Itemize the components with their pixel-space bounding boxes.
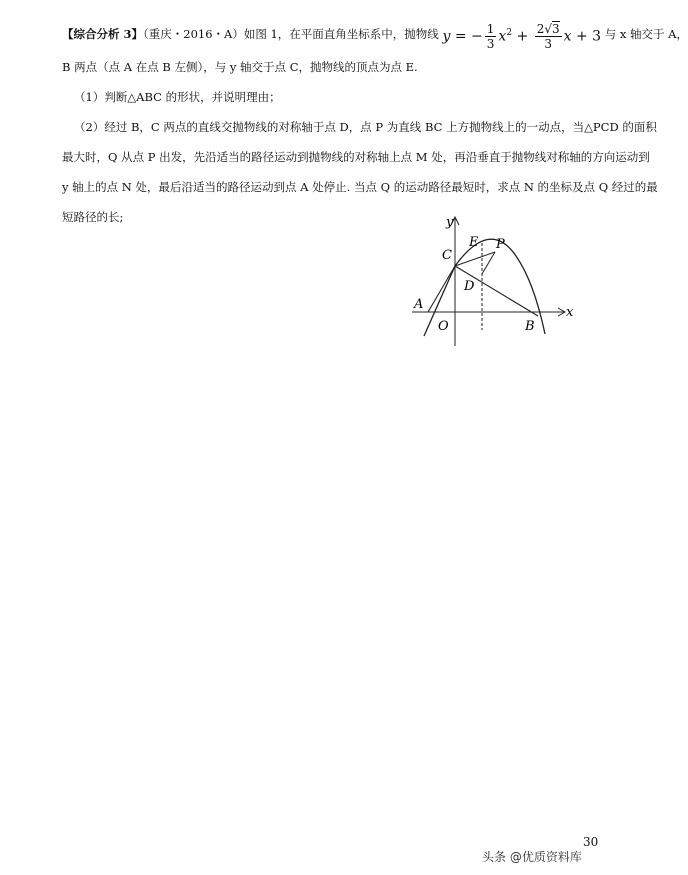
fraction-one-third: $\frac{1}{3}$ [486,22,495,52]
question-2-line-2: 最大时，Q 从点 P 出发，先沿适当的路径运动到抛物线的对称轴上点 M 处，再沿垂直于抛物线对称轴的方向运动到 [62,149,650,164]
page-number: 30 [583,835,599,849]
line1-tail: 与 x 轴交于 A， [601,26,688,41]
label-p: P [496,237,505,252]
label-b: B [525,319,535,334]
problem-line-1 [62,18,688,52]
question-2-line-3: y 轴上的点 N 处，最后沿适当的路径运动到点 A 处停止. 当点 Q 的运动路径最短时，求点 N 的坐标及点 Q 经过的最 [62,179,658,194]
problem-line-2: B 两点（点 A 在点 B 左侧），与 y 轴交于点 C，抛物线的顶点为点 E. [62,59,418,74]
line-ac [428,266,455,312]
label-a: A [414,297,424,312]
problem-tag: 【综合分析 3】 [62,26,144,41]
problem-text [62,18,688,232]
question-2-line-1: （2）经过 B，C 两点的直线交抛物线的对称轴于点 D，点 P 为直线 BC 上方抛物线上的一动点，当△PCD 的面积 [74,119,657,134]
parabola-figure [408,208,578,350]
line-pd [482,252,495,274]
parabola-formula: y = − $\frac{1}{3}$ $x^2$ + $\frac{2√3}{3}$ x + 3 [442,22,602,52]
label-o: O [438,319,449,334]
label-y: y [446,215,454,230]
label-x: x [566,305,574,320]
label-c: C [442,248,452,263]
question-1: （1）判断△ABC 的形状，并说明理由； [74,89,281,104]
label-e: E [469,235,479,250]
fraction-two-root-three: $\frac{2√3}{3}$ [536,22,560,52]
question-2-line-4: 短路径的长; [62,209,124,224]
watermark-text: 头条 @优质资料库 [482,850,582,864]
problem-source: （重庆・2016・A）如图 1，在平面直角坐标系中，抛物线 [143,26,439,41]
sqrt-symbol: √ [544,22,552,37]
label-d: D [464,279,475,294]
